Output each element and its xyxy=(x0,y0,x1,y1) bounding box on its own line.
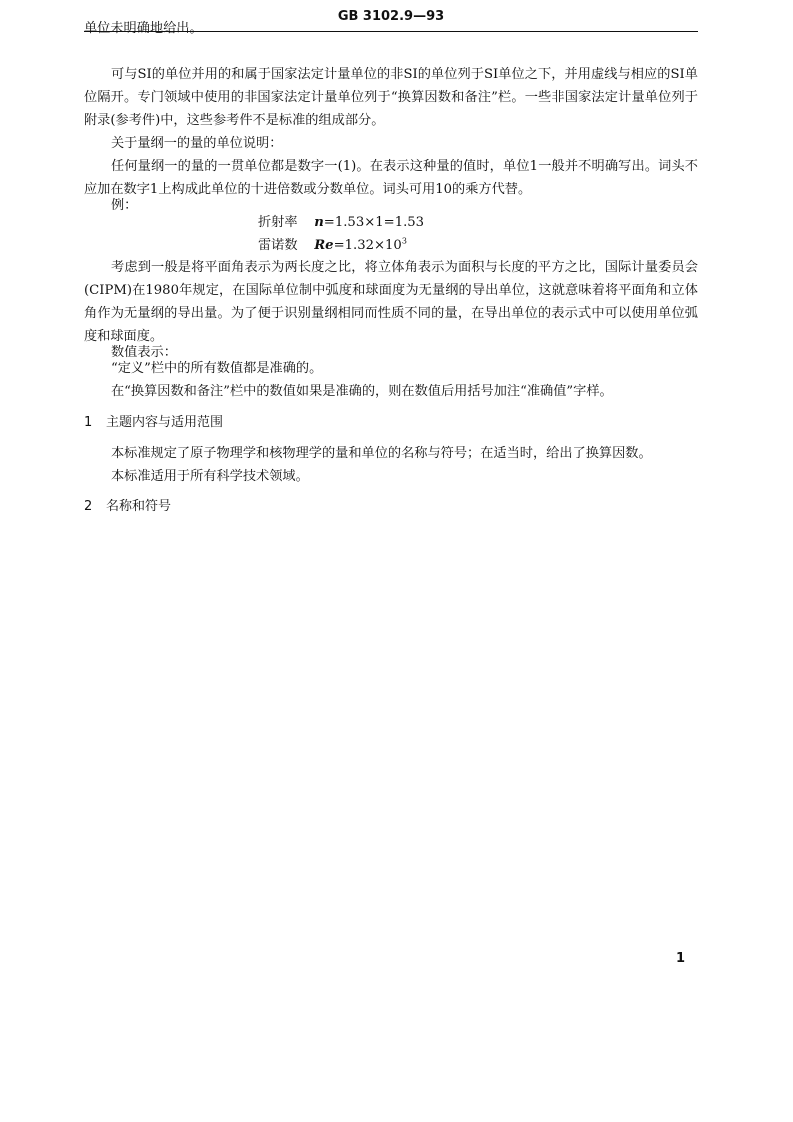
paragraph-plane-solid-angle: 考虑到一般是将平面角表示为两长度之比，将立体角表示为面积与长度的平方之比，国际计量委员会(CIPM)在1980年规定，在国际单位制中弧度和球面度为无量纲的导出单位，这就意味着将平面角和立体角作为无量纲的导出量。为了便于识别量纲相同而性质不同的量，在导出单位的表示式中可以使用单位弧度和球面度。 xyxy=(84,260,698,344)
section-title: 主题内容与适用范围 xyxy=(106,415,224,430)
example-refractive-index xyxy=(258,211,424,234)
example-symbol: n xyxy=(314,215,324,230)
example-label: 折射率 xyxy=(258,215,298,230)
section-title: 名称和符号 xyxy=(106,499,172,514)
paragraph-continuation: 单位未明确地给出。 xyxy=(84,21,203,36)
section-number: 2 xyxy=(84,499,93,514)
page-number: 1 xyxy=(676,951,686,966)
paragraph-numeric-values-heading: 数值表示： xyxy=(111,345,177,360)
paragraph-conversion-values: 在“换算因数和备注”栏中的数值如果是准确的，则在数值后用括号加注“准确值”字样。 xyxy=(111,384,613,399)
paragraph-definition-values: “定义”栏中的所有数值都是准确的。 xyxy=(111,361,323,376)
example-expression: =1.32×10 xyxy=(333,238,402,253)
section-heading-scope xyxy=(84,413,223,433)
paragraph-scope-content: 本标准规定了原子物理学和核物理学的量和单位的名称与符号；在适当时，给出了换算因数。 xyxy=(111,446,652,461)
section-number: 1 xyxy=(84,415,93,430)
paragraph-example-label: 例： xyxy=(111,198,138,213)
example-exponent: 3 xyxy=(401,236,407,246)
paragraph-si-units: 可与SI的单位并用的和属于国家法定计量单位的非SI的单位列于SI单位之下，并用虚线与相应的SI单位隔开。专门领域中使用的非国家法定计量单位列于“换算因数和备注”栏。一些非国家法定计量单位列于附录(参考件)中，这些参考件不是标准的组成部分。 xyxy=(84,67,698,128)
section-heading-names-symbols xyxy=(84,497,171,517)
paragraph-coherent-unit: 任何量纲一的量的一贯单位都是数字一(1)。在表示这种量的值时，单位1一般并不明确写出。词头不应加在数字1上构成此单位的十进倍数或分数单位。词头可用10的乘方代替。 xyxy=(84,159,698,197)
paragraph-dimensionless-note: 关于量纲一的量的单位说明： xyxy=(111,136,283,151)
example-expression: =1.53×1=1.53 xyxy=(323,215,425,230)
example-symbol: Re xyxy=(314,238,334,253)
standard-number-header: GB 3102.9—93 xyxy=(337,9,445,24)
example-label: 雷诺数 xyxy=(258,238,298,253)
paragraph-scope-applicability: 本标准适用于所有科学技术领域。 xyxy=(111,469,309,484)
example-reynolds-number xyxy=(258,234,407,257)
